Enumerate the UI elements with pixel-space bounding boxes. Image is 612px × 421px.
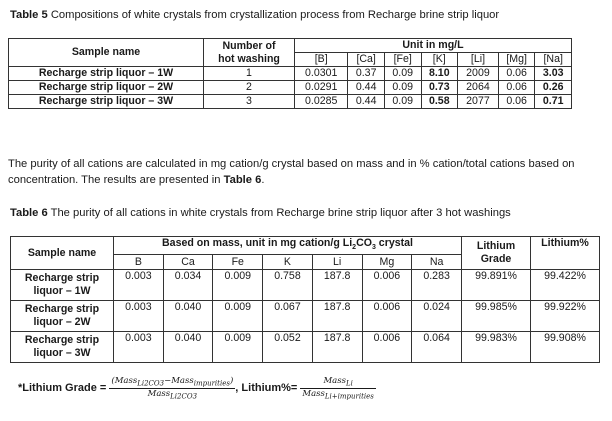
t6-row-name xyxy=(11,270,114,301)
pct-num-sub: Li xyxy=(345,379,353,388)
t5-el: [Na] xyxy=(535,53,572,67)
t5-cell: 8.10 xyxy=(421,67,458,81)
table5-caption-label: Table 5 xyxy=(10,9,48,21)
t6-header-lithium-pct: Lithium% xyxy=(531,237,600,270)
t6-mass-basis-sub2: 3 xyxy=(371,244,376,252)
table-row xyxy=(9,95,572,109)
t5-row-washing: 3 xyxy=(204,95,295,109)
t6-el: Fe xyxy=(213,255,263,270)
t6-cell: 187.8 xyxy=(312,270,362,301)
t5-header-hot-washing-line2: hot washing xyxy=(218,52,280,65)
t6-mass-basis-pre: Based on mass, unit in mg cation/g Li xyxy=(162,237,353,249)
table-row xyxy=(11,270,600,301)
t6-grade: 99.985% xyxy=(462,301,531,332)
t6-row-name-line1: Recharge strip xyxy=(24,303,100,316)
grade-num-sub2: impurities xyxy=(193,379,230,388)
t6-cell: 0.006 xyxy=(362,332,412,363)
t5-cell: 0.58 xyxy=(421,95,458,109)
t5-cell: 0.73 xyxy=(421,81,458,95)
lithium-grade-fraction xyxy=(109,376,235,400)
t6-pct: 99.422% xyxy=(531,270,600,301)
t5-cell: 0.44 xyxy=(348,81,385,95)
t6-cell: 0.006 xyxy=(362,270,412,301)
t6-cell: 0.003 xyxy=(114,270,164,301)
t5-row-name: Recharge strip liquor – 2W xyxy=(9,81,204,95)
lithium-grade-numerator xyxy=(109,376,235,389)
pct-den-sub: Li+impurities xyxy=(324,392,374,401)
paragraph-table-ref: Table 6 xyxy=(223,174,262,186)
t5-cell: 0.0285 xyxy=(295,95,348,109)
table-row xyxy=(11,301,600,332)
t5-el: [Fe] xyxy=(384,53,421,67)
t6-cell: 0.009 xyxy=(213,270,263,301)
t6-cell: 0.283 xyxy=(412,270,462,301)
grade-num-end: ) xyxy=(229,376,234,386)
t6-cell: 0.052 xyxy=(263,332,313,363)
t6-el: Mg xyxy=(362,255,412,270)
t6-row-name-line1: Recharge strip xyxy=(24,272,100,285)
t6-cell: 0.758 xyxy=(263,270,313,301)
t6-row-name-line2: liquor – 2W xyxy=(33,316,91,329)
t6-row-name-line1: Recharge strip xyxy=(24,334,100,347)
t5-header-hot-washing-line1: Number of xyxy=(222,39,276,52)
t5-cell: 0.26 xyxy=(535,81,572,95)
t5-el: [Li] xyxy=(458,53,499,67)
t6-cell: 0.009 xyxy=(213,332,263,363)
t5-cell: 0.0301 xyxy=(295,67,348,81)
t6-cell: 187.8 xyxy=(312,332,362,363)
formula-line xyxy=(18,376,376,400)
t6-pct: 99.922% xyxy=(531,301,600,332)
t6-header-lithium-grade xyxy=(462,237,531,270)
t6-el: Ca xyxy=(163,255,213,270)
table6-caption-label: Table 6 xyxy=(10,207,48,219)
t5-el: [K] xyxy=(421,53,458,67)
t5-cell: 0.37 xyxy=(348,67,385,81)
t5-row-washing: 1 xyxy=(204,67,295,81)
t5-header-hot-washing xyxy=(204,39,295,67)
t5-cell: 0.44 xyxy=(348,95,385,109)
t6-grade: 99.891% xyxy=(462,270,531,301)
t6-el: Li xyxy=(312,255,362,270)
t6-mass-basis-sub1: 2 xyxy=(352,244,357,252)
lithium-grade-denominator xyxy=(109,389,235,401)
grade-num-text: (Mass xyxy=(111,376,138,386)
t6-cell: 0.024 xyxy=(412,301,462,332)
t5-cell: 0.0291 xyxy=(295,81,348,95)
pct-den-text: Mass xyxy=(302,388,325,399)
table5-caption xyxy=(10,8,499,22)
t5-cell: 2009 xyxy=(458,67,499,81)
t5-row-name: Recharge strip liquor – 3W xyxy=(9,95,204,109)
table6-caption xyxy=(10,206,511,220)
t5-cell: 0.09 xyxy=(384,67,421,81)
t6-header-mass-basis xyxy=(114,237,462,255)
table5-caption-text: Compositions of white crystals from crystallization process from Recharge brine strip liquor xyxy=(47,9,500,21)
lithium-pct-fraction xyxy=(300,376,376,400)
t5-cell: 0.71 xyxy=(535,95,572,109)
t6-row-name-line2: liquor – 3W xyxy=(33,347,91,360)
t6-header-sample-name: Sample name xyxy=(11,237,114,270)
t6-cell: 0.040 xyxy=(163,332,213,363)
pct-num-text: Mass xyxy=(323,376,346,386)
t6-cell: 187.8 xyxy=(312,301,362,332)
t6-el: K xyxy=(263,255,313,270)
t6-row-name-line2: liquor – 1W xyxy=(33,285,91,298)
t6-cell: 0.003 xyxy=(114,301,164,332)
t5-header-unit: Unit in mg/L xyxy=(295,39,572,53)
grade-den-text: Mass xyxy=(147,388,171,399)
table6-caption-text: The purity of all cations in white crystals from Recharge brine strip liquor after 3 hot washings xyxy=(47,207,511,219)
lithium-pct-label: Lithium%= xyxy=(241,382,298,395)
table5 xyxy=(8,38,572,109)
t5-el: [Mg] xyxy=(498,53,535,67)
body-paragraph xyxy=(8,156,606,188)
t6-lithium-grade-line1: Lithium xyxy=(476,240,516,253)
t6-cell: 0.009 xyxy=(213,301,263,332)
t6-cell: 0.034 xyxy=(163,270,213,301)
t6-cell: 0.040 xyxy=(163,301,213,332)
t5-cell: 0.06 xyxy=(498,81,535,95)
t6-mass-basis-post: crystal xyxy=(375,237,413,249)
t5-cell: 2077 xyxy=(458,95,499,109)
grade-den-sub: Li2CO3 xyxy=(170,392,198,401)
t5-cell: 3.03 xyxy=(535,67,572,81)
t6-cell: 0.006 xyxy=(362,301,412,332)
table-row xyxy=(11,332,600,363)
table-row xyxy=(9,67,572,81)
paragraph-text: The purity of all cations are calculated in mg cation/g crystal based on mass and in % cation/total cations based on concentration. The results are presented in xyxy=(8,158,575,186)
t6-grade: 99.983% xyxy=(462,332,531,363)
t6-el: B xyxy=(114,255,164,270)
t6-cell: 0.064 xyxy=(412,332,462,363)
grade-num-sub1: Li2CO3 xyxy=(137,379,165,388)
t5-header-sample-name: Sample name xyxy=(9,39,204,67)
t5-cell: 0.06 xyxy=(498,67,535,81)
t6-lithium-grade-line2: Grade xyxy=(480,253,512,266)
t6-row-name xyxy=(11,332,114,363)
t5-row-washing: 2 xyxy=(204,81,295,95)
t6-cell: 0.003 xyxy=(114,332,164,363)
lithium-pct-numerator xyxy=(300,376,376,389)
t5-cell: 0.09 xyxy=(384,81,421,95)
t5-el: [B] xyxy=(295,53,348,67)
t5-row-name: Recharge strip liquor – 1W xyxy=(9,67,204,81)
lithium-pct-denominator xyxy=(300,389,376,401)
paragraph-end: . xyxy=(261,174,265,186)
grade-num-mid: −Mass xyxy=(164,376,194,386)
t6-cell: 0.067 xyxy=(263,301,313,332)
t6-mass-basis-mid: CO xyxy=(356,237,372,249)
t6-row-name xyxy=(11,301,114,332)
t5-cell: 0.06 xyxy=(498,95,535,109)
t6-pct: 99.908% xyxy=(531,332,600,363)
lithium-grade-label: *Lithium Grade = xyxy=(18,382,110,395)
table6 xyxy=(10,236,600,363)
t6-el: Na xyxy=(412,255,462,270)
t5-cell: 0.09 xyxy=(384,95,421,109)
t5-cell: 2064 xyxy=(458,81,499,95)
t5-el: [Ca] xyxy=(348,53,385,67)
formula-separator: , xyxy=(235,382,242,395)
table-row xyxy=(9,81,572,95)
